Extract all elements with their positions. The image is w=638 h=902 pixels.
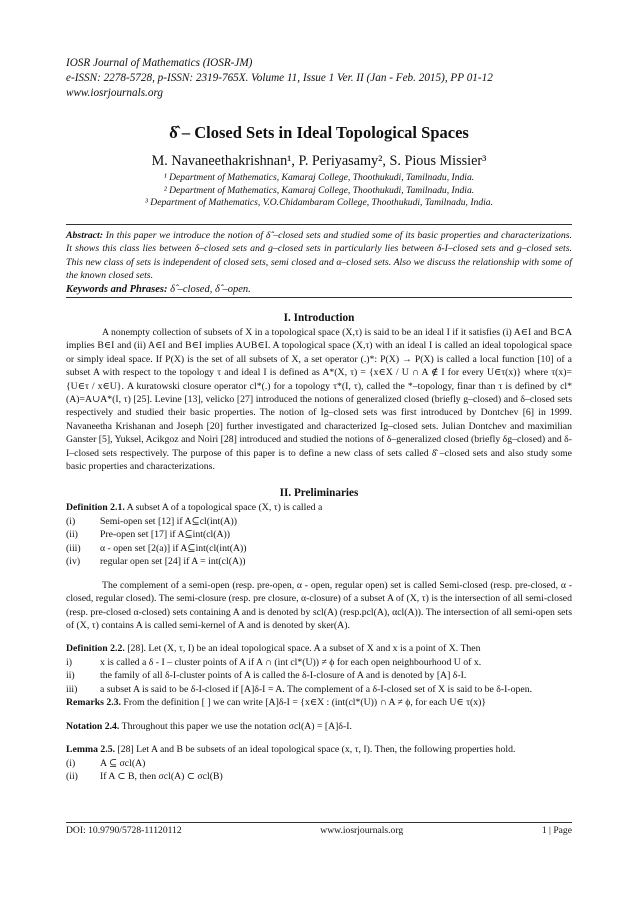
abstract bbox=[66, 224, 572, 283]
footer-doi: DOI: 10.9790/5728-11120112 bbox=[66, 825, 182, 836]
affiliations bbox=[66, 172, 572, 210]
lemma-text: [28] Let A and B be subsets of an ideal topological space (x, τ, I). Then, the following properties hold. bbox=[115, 744, 516, 756]
page-footer bbox=[66, 822, 572, 836]
keywords-label: Keywords and Phrases: bbox=[66, 283, 168, 295]
notation-label: Notation 2.4. bbox=[66, 720, 120, 732]
paper-title: δ̂ – Closed Sets in Ideal Topological Spaces bbox=[169, 123, 469, 142]
list-item: (i) Semi-open set [12] if A⊆cl(int(A)) bbox=[66, 515, 238, 527]
section-heading-introduction: I. Introduction bbox=[283, 311, 355, 324]
author-list: M. Navaneethakrishnan¹, P. Periyasamy², S. Pious Missier³ bbox=[151, 153, 487, 169]
abstract-text: In this paper we introduce the notion of δ̂ –closed sets and studied some of its basic properties and characterizations. It shows this class lies between δ–closed sets and g–closed sets in particularly lies between δ-I–closed sets and g–closed sets. This new class of sets is independent of closed sets, semi closed and α–closed sets. Also we discuss the relationship with some of the known closed sets. bbox=[66, 229, 572, 282]
lemma-2-5 bbox=[66, 743, 572, 756]
lemma-label: Lemma 2.5. bbox=[66, 744, 116, 756]
notation-2-4 bbox=[66, 720, 572, 733]
list-item: i) x is called a δ - I – cluster points of A if A ∩ (int cl*(U)) ≠ ϕ for each open neighbourhood U of x. bbox=[66, 656, 482, 668]
list-item: iii) a subset A is said to be δ-I-closed if [A]δ-I = A. The complement of a δ-I-closed set of X is said to be δ-I-open. bbox=[66, 683, 533, 695]
introduction-paragraph: A nonempty collection of subsets of X in a topological space (X,τ) is said to be an ideal I if it satisfies (i) A∈I and B⊂A implies B∈I and (ii) A∈I and B∈I implies A∪B∈I. A topological space (X,τ) with an ideal I is called an ideal topological space or simply ideal space. If P(X) is the set of all subsets of X, a set operator (.)*: P(X) → P(X) is called a local function [10] of a subset A with respect to the topology τ and ideal I is defined as A*(X, τ) = {x∈X / U ∩ A ∉ I for every U∈τ(x)} where τ(x)={U∈τ / x∈U}. A kuratowski closure operator cl*(.) for a topology τ*(I, τ), called the *–topology, finar than τ is defined by cl*(A)=A∪A*(I, τ) [25]. Levine [13], velicko [27] introduced the notions of generalized closed (briefly g–closed) and δ–closed sets respectively and studied their basic properties. The notion of Ig–closed sets was first introduced by Dontchev [6] in 1999. Navaneetha Krishanan and Joseph [20] further investigated and characterized Ig–closed sets. Julian Dontchev and maximilian Ganster [5], Yuksel, Acikgoz and Noiri [28] introduced and studied the notions of δ–generalized closed (briefly δg–closed) and δ-I–closed sets respectively. The purpose of this paper is to define a new class of sets called δ̂ –closed sets and also study some basic properties and characterizations. bbox=[66, 326, 572, 472]
journal-url[interactable]: www.iosrjournals.org bbox=[66, 87, 163, 99]
definition-2-1-list bbox=[66, 515, 572, 569]
journal-issn: e-ISSN: 2278-5728, p-ISSN: 2319-765X. Volume 11, Issue 1 Ver. II (Jan - Feb. 2015), PP 01-12 bbox=[66, 72, 493, 84]
definition-2-2-list bbox=[66, 656, 572, 697]
definition-text: A subset A of a topological space (X, τ) is called a bbox=[124, 502, 323, 514]
lemma-2-5-list bbox=[66, 757, 572, 784]
abstract-label: Abstract: bbox=[66, 229, 104, 241]
list-item: ii) the family of all δ-I-cluster points of A is called the δ-I-closure of A and is denoted by [A] δ-I. bbox=[66, 670, 467, 682]
notation-text: Throughout this paper we use the notation σcl(A) = [A]δ-I. bbox=[119, 720, 352, 732]
remarks-text: From the definition [ ] we can write [A]δ-I = {x∈X : (int(cl*(U)) ∩ A ≠ ϕ, for each U∈ τ(x)} bbox=[120, 697, 487, 709]
definition-text: [28]. Let (X, τ, I) be an ideal topological space. A a subset of X and x is a point of X. Then bbox=[124, 643, 481, 655]
list-item: (iii) α - open set [2(a)] if A⊆int(cl(int(A)) bbox=[66, 542, 247, 554]
affiliation-2: ² Department of Mathematics, Kamaraj College, Thoothukudi, Tamilnadu, India. bbox=[163, 184, 475, 196]
list-item: (ii) If A ⊂ B, then σcl(A) ⊂ σcl(B) bbox=[66, 771, 223, 782]
section-heading-preliminaries: II. Preliminaries bbox=[279, 487, 359, 500]
definition-2-1 bbox=[66, 501, 572, 514]
list-item: (iv) regular open set [24] if A = int(cl(A)) bbox=[66, 556, 246, 568]
list-item: (i) A ⊆ σcl(A) bbox=[66, 757, 146, 769]
complement-paragraph: The complement of a semi-open (resp. pre-open, α - open, regular open) set is called Semi-closed (resp. pre-closed, α - closed, regular closed). The semi-closure (resp. pre closure, α-closure) of a subset A of (X, τ) is the intersection of all semi-closed (resp. pre-closed α-closed) sets containing A and is denoted by scl(A) (resp.pcl(A), αcl(A)). The intersection of all semi-open sets of (X, τ) contains A is called semi-kernel of A and is denoted by sker(A). bbox=[66, 579, 572, 631]
journal-header bbox=[66, 56, 572, 101]
definition-2-2 bbox=[66, 642, 572, 655]
footer-page-number: 1 | Page bbox=[541, 825, 572, 836]
paper-page bbox=[66, 56, 572, 784]
keywords bbox=[66, 284, 572, 298]
remarks-label: Remarks 2.3. bbox=[66, 697, 121, 709]
definition-label: Definition 2.2. bbox=[66, 643, 125, 655]
journal-name: IOSR Journal of Mathematics (IOSR-JM) bbox=[66, 57, 253, 69]
keywords-text: δ̂ –closed, δ̂ –open. bbox=[170, 283, 251, 295]
affiliation-3: ³ Department of Mathematics, V.O.Chidambaram College, Thoothukudi, Tamilnadu, India. bbox=[145, 197, 493, 208]
affiliation-1: ¹ Department of Mathematics, Kamaraj College, Thoothukudi, Tamilnadu, India. bbox=[163, 172, 475, 183]
list-item: (ii) Pre-open set [17] if A⊆int(cl(A)) bbox=[66, 529, 231, 541]
footer-site[interactable]: www.iosrjournals.org bbox=[320, 825, 404, 836]
remarks-2-3 bbox=[66, 696, 572, 709]
definition-label: Definition 2.1. bbox=[66, 502, 125, 514]
